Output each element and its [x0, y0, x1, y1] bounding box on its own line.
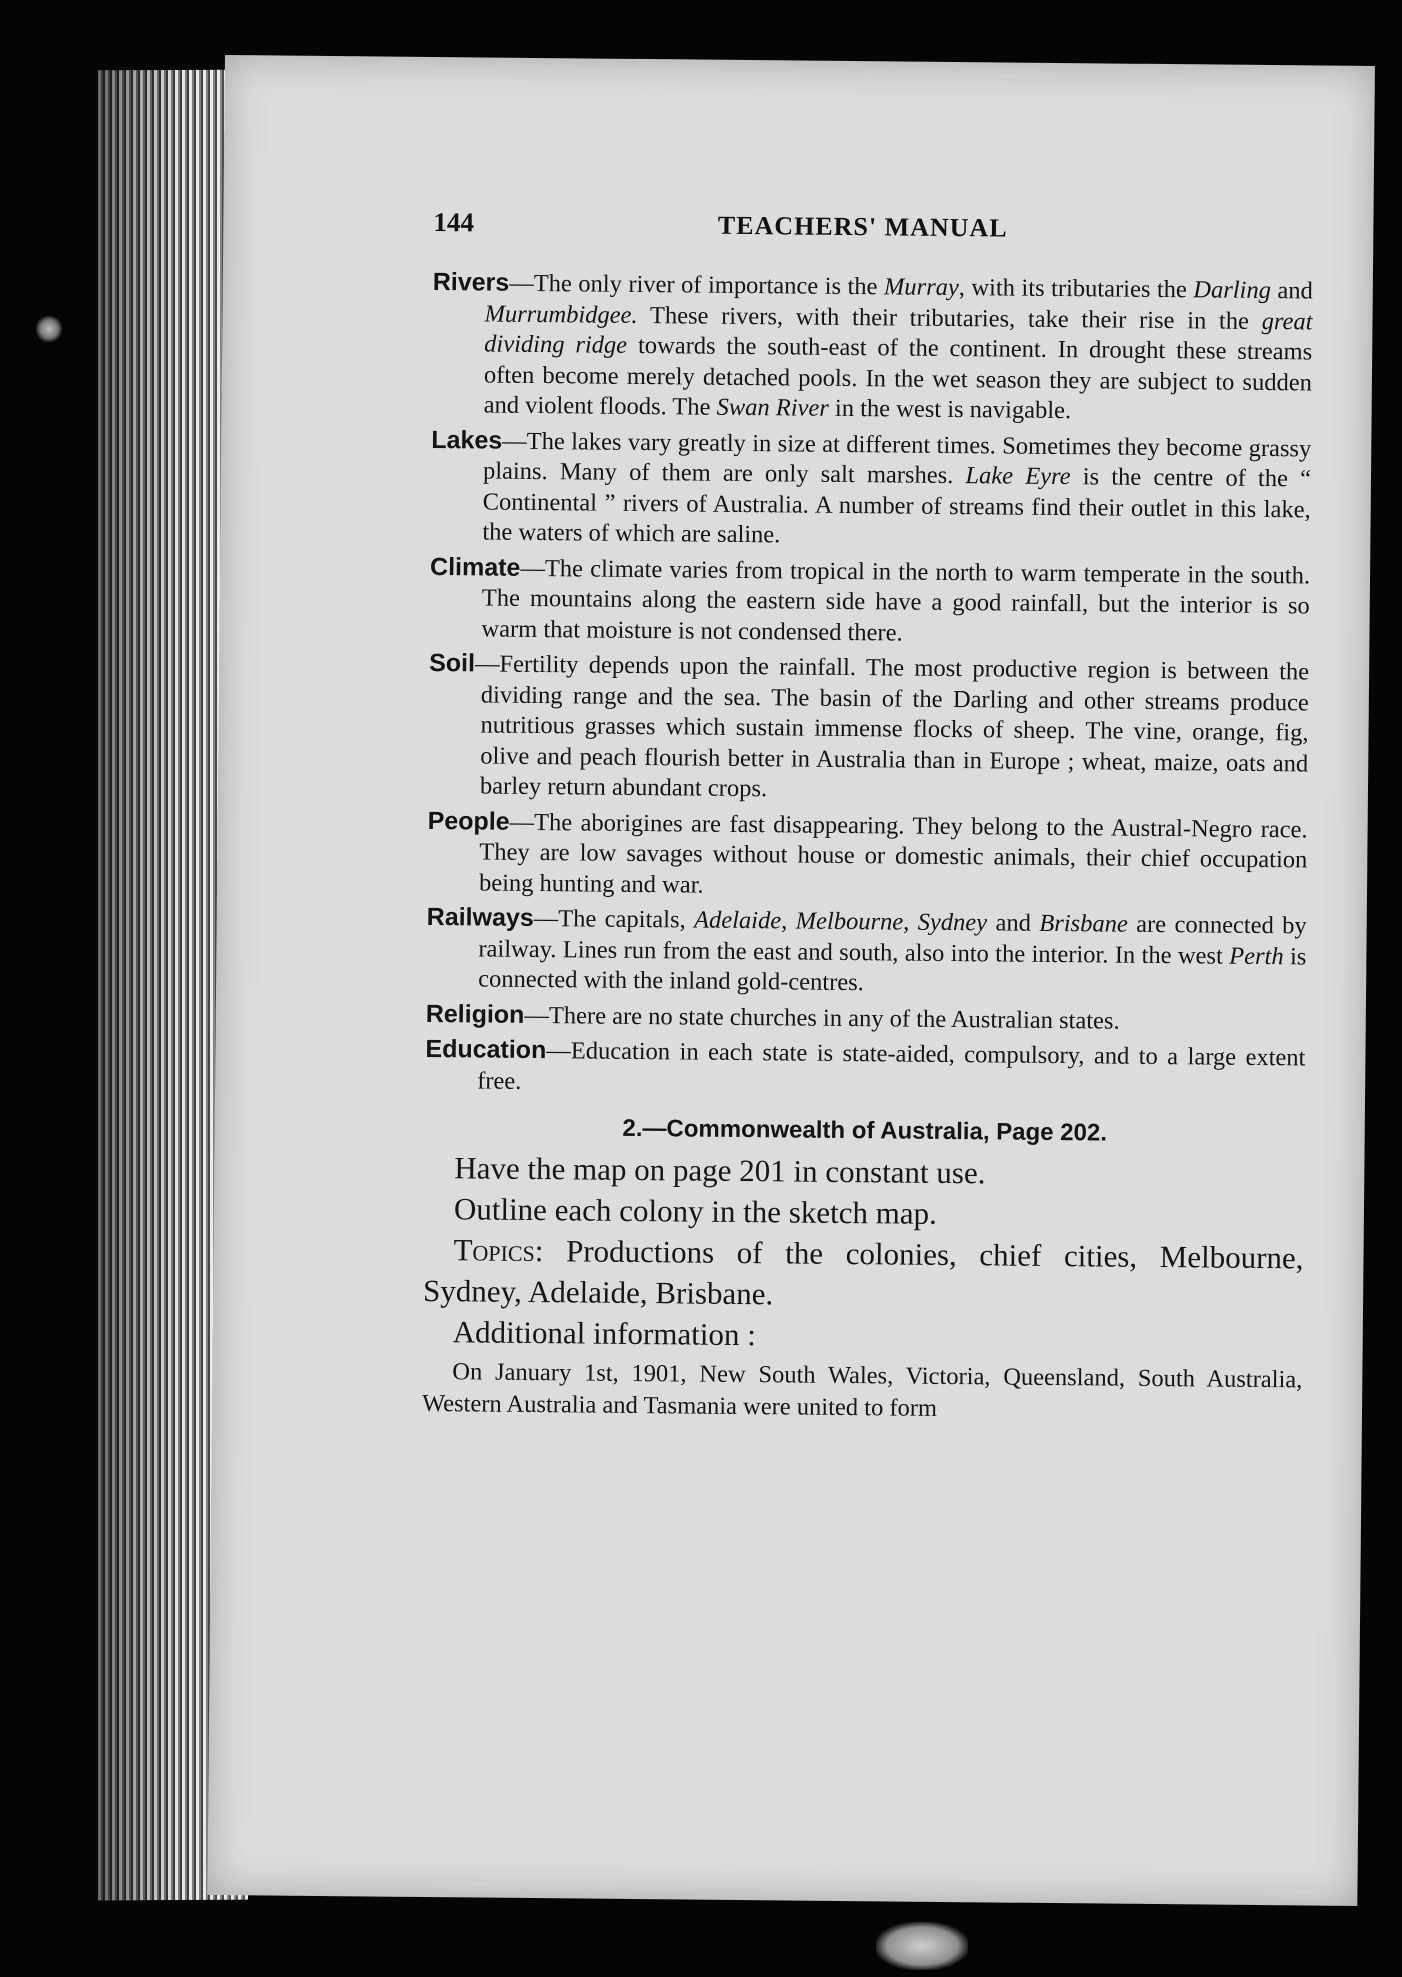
- topic-text: —The capitals,: [533, 905, 695, 934]
- italic-name: Adelaide: [693, 906, 782, 935]
- italic-name: Murrumbidgee.: [484, 300, 638, 329]
- topic-text: —Education in each state is state-aided, compulsory, and to a large extent free.: [477, 1037, 1306, 1095]
- topic-text: These rivers, with their tributaries, take their rise in the: [637, 301, 1262, 335]
- topic-term: Rivers: [432, 268, 510, 297]
- topic-text: and: [986, 909, 1040, 937]
- italic-name: Brisbane: [1039, 909, 1128, 938]
- topic-entry-rivers: [432, 267, 1313, 429]
- page-header: [433, 207, 1293, 246]
- topic-text: is the centre of the “ Continental ” rivers of Australia. A number of streams find their outlet in this lake, the waters of which are saline.: [482, 463, 1312, 549]
- topic-entry-climate: [429, 551, 1310, 652]
- closing-paragraph: On January 1st, 1901, New South Wales, Victoria, Queensland, South Australia, Western Australia and Tasmania were united to form: [421, 1357, 1303, 1422]
- italic-name: Swan River: [716, 393, 830, 422]
- topic-entries: [425, 267, 1313, 1104]
- scan-speck: [36, 314, 62, 344]
- topic-text: —The only river of importance is the: [509, 269, 885, 301]
- italic-name: Melbourne: [795, 907, 904, 936]
- topic-text: —The aborigines are fast disappearing. They belong to the Austral-Negro race. They are low savages without house or domestic animals, their chief occupation being hunting and war.: [478, 808, 1308, 899]
- topics-label: Topics: [453, 1231, 536, 1268]
- running-title: TEACHERS' MANUAL: [717, 210, 1008, 243]
- scan-blot: [876, 1922, 968, 1970]
- page-body: [422, 267, 1313, 1428]
- topic-entry-people: [427, 805, 1308, 906]
- topic-term: Religion: [425, 999, 525, 1029]
- italic-name: Sydney: [917, 908, 988, 937]
- topic-text: in the west is navigable.: [828, 394, 1072, 425]
- section-heading: 2.—Commonwealth of Australia, Page 202.: [622, 1114, 1108, 1147]
- topic-entry-railways: [426, 902, 1307, 1003]
- topics-paragraph: [423, 1228, 1304, 1318]
- topic-text: —There are no state churches in any of the Australian states.: [524, 1001, 1120, 1035]
- italic-name: Darling: [1193, 276, 1272, 305]
- book-page: [207, 55, 1375, 1906]
- topic-text: , with its tributaries the: [958, 274, 1194, 304]
- topic-entry-religion: [426, 998, 1306, 1038]
- topic-text: is connected with the inland gold-centres.: [478, 942, 1307, 997]
- page-number: 144: [433, 207, 475, 238]
- topic-entry-education: [425, 1034, 1306, 1104]
- topic-text: ,: [781, 907, 796, 935]
- topic-term: Lakes: [431, 425, 503, 455]
- topics-text: : Productions of the colonies, chief cities, Melbourne, Sydney, Adelaide, Brisbane.: [422, 1232, 1304, 1311]
- topic-term: Education: [425, 1034, 547, 1065]
- topic-term: Soil: [429, 648, 476, 678]
- topic-text: —The lakes vary greatly in size at different times. Sometimes they become grassy plains. Many of them are only salt marshes.: [482, 427, 1312, 490]
- topic-text: —Fertility depends upon the rainfall. The most productive region is between the dividing range and the sea. The basin of the Darling and other streams produce nutritious grasses which sustain immense flocks of sheep. The vine, orange, fig, olive and peach flourish better in Australia than in Europe ; wheat, maize, oats and barley return abundant crops.: [474, 650, 1310, 803]
- instruction-outline: Outline each colony in the sketch map.: [453, 1190, 938, 1231]
- italic-name: Perth: [1229, 942, 1284, 970]
- topic-text: and: [1270, 277, 1313, 305]
- topic-term: Climate: [429, 552, 521, 582]
- topic-entry-soil: [428, 648, 1309, 810]
- topic-text: ,: [903, 908, 918, 936]
- italic-name: Murray: [883, 273, 959, 302]
- instruction-map: Have the map on page 201 in constant use.: [454, 1149, 986, 1190]
- italic-name: Lake Eyre: [965, 462, 1071, 491]
- topic-text: are connected by railway. Lines run from the east and south, also into the interior. In the west: [478, 910, 1307, 970]
- topic-entry-lakes: [430, 424, 1311, 555]
- italic-name: great dividing ridge: [484, 307, 1313, 359]
- topic-text: —The climate varies from tropical in the north to warm temperate in the south. The mountains along the eastern side have a good rainfall, but the interior is so warm that moisture is not condensed there.: [481, 554, 1311, 647]
- topic-term: Railways: [426, 902, 534, 933]
- additional-information-heading: Additional information :: [452, 1313, 756, 1352]
- topic-term: People: [427, 806, 510, 836]
- topic-text: towards the south-east of the continent. In drought these streams often become merely detached pools. In the wet season they are subject to sudden and violent floods. The: [483, 331, 1313, 421]
